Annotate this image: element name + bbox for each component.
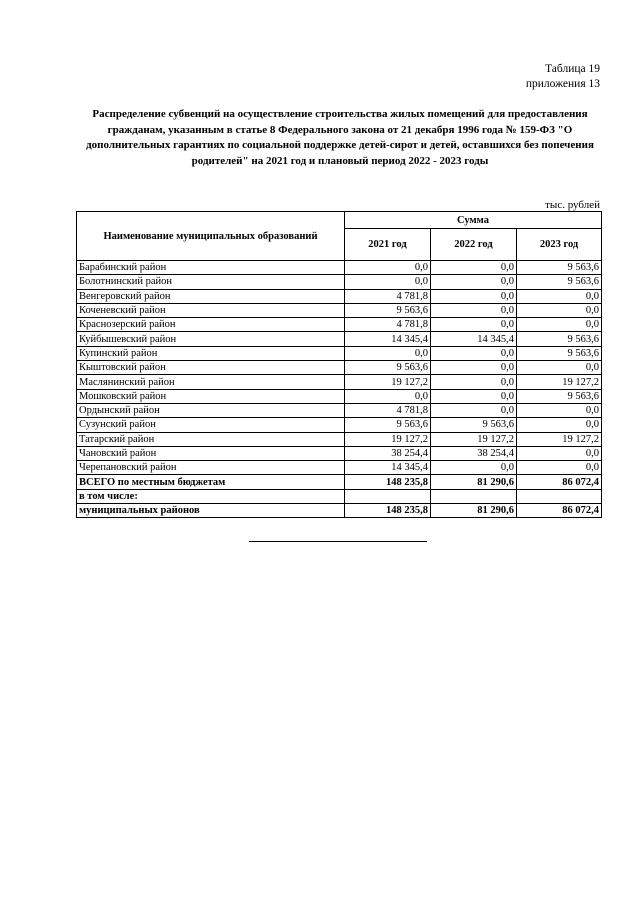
table-row [77, 361, 602, 375]
amount-cell: 0,0 [431, 318, 517, 332]
column-header-sum: Сумма [345, 212, 602, 229]
municipality-name: Татарский район [77, 432, 345, 446]
table-row [77, 289, 602, 303]
amount-cell: 4 781,8 [345, 318, 431, 332]
municipality-name: муниципальных районов [77, 504, 345, 518]
amount-cell: 38 254,4 [345, 446, 431, 460]
amount-cell: 19 127,2 [431, 432, 517, 446]
document-title: Распределение субвенций на осуществление строительства жилых помещений для предоставления гражданам, указанным в статье 8 Федерального закона от 21 декабря 1996 года № 159-ФЗ "О дополнительных гарантиях по социальной поддержке детей-сирот и детей, оставшихся без попечения родителей" на 2021 год и плановый период 2022 - 2023 годы [86, 108, 594, 167]
amount-cell: 0,0 [517, 403, 602, 417]
amount-cell: 9 563,6 [517, 261, 602, 275]
separator-line [249, 541, 427, 542]
amount-cell: 0,0 [431, 461, 517, 475]
amount-cell: 81 290,6 [431, 475, 517, 489]
table-row [77, 418, 602, 432]
empty-cell [517, 489, 602, 503]
amount-cell: 0,0 [517, 418, 602, 432]
municipality-name: Болотнинский район [77, 275, 345, 289]
amount-cell: 86 072,4 [517, 504, 602, 518]
amount-cell: 14 345,4 [431, 332, 517, 346]
appendix-number: приложения 13 [525, 78, 600, 90]
amount-cell: 0,0 [517, 318, 602, 332]
amount-cell: 14 345,4 [345, 332, 431, 346]
units-label: тыс. рублей [545, 199, 600, 211]
amount-cell: 0,0 [431, 389, 517, 403]
amount-cell: 0,0 [431, 375, 517, 389]
subvention-table [76, 211, 602, 518]
amount-cell: 4 781,8 [345, 403, 431, 417]
amount-cell: 9 563,6 [345, 361, 431, 375]
amount-cell: 4 781,8 [345, 289, 431, 303]
amount-cell: 0,0 [431, 346, 517, 360]
amount-cell: 0,0 [517, 303, 602, 317]
table-row [77, 332, 602, 346]
municipality-name: Кыштовский район [77, 361, 345, 375]
amount-cell: 9 563,6 [431, 418, 517, 432]
table-row [77, 461, 602, 475]
amount-cell: 9 563,6 [517, 389, 602, 403]
table-row [77, 475, 602, 489]
municipality-name: Ордынский район [77, 403, 345, 417]
amount-cell: 148 235,8 [345, 475, 431, 489]
column-header-name: Наименование муниципальных образований [77, 212, 345, 261]
table-row [77, 261, 602, 275]
amount-cell: 0,0 [345, 261, 431, 275]
table-row [77, 403, 602, 417]
empty-cell [431, 489, 517, 503]
amount-cell: 0,0 [431, 261, 517, 275]
table-row [77, 446, 602, 460]
municipality-name: ВСЕГО по местным бюджетам [77, 475, 345, 489]
amount-cell: 0,0 [431, 275, 517, 289]
table-row [77, 346, 602, 360]
municipality-name: Барабинский район [77, 261, 345, 275]
municipality-name: Краснозерский район [77, 318, 345, 332]
municipality-name: Куйбышевский район [77, 332, 345, 346]
amount-cell: 0,0 [517, 289, 602, 303]
column-header-year: 2023 год [517, 229, 602, 261]
including-label: в том числе: [77, 489, 345, 503]
municipality-name: Мошковский район [77, 389, 345, 403]
amount-cell: 0,0 [345, 275, 431, 289]
amount-cell: 0,0 [345, 346, 431, 360]
table-row [77, 389, 602, 403]
amount-cell: 19 127,2 [345, 375, 431, 389]
table-row [77, 275, 602, 289]
amount-cell: 148 235,8 [345, 504, 431, 518]
table-row [77, 504, 602, 518]
empty-cell [345, 489, 431, 503]
amount-cell: 0,0 [517, 461, 602, 475]
table-reference [526, 62, 600, 92]
table-row [77, 318, 602, 332]
amount-cell: 19 127,2 [517, 375, 602, 389]
municipality-name: Венгеровский район [77, 289, 345, 303]
municipality-name: Купинский район [77, 346, 345, 360]
column-header-year: 2021 год [345, 229, 431, 261]
amount-cell: 0,0 [431, 303, 517, 317]
table-number: Таблица 19 [545, 63, 600, 75]
amount-cell: 9 563,6 [345, 418, 431, 432]
municipality-name: Коченевский район [77, 303, 345, 317]
amount-cell: 14 345,4 [345, 461, 431, 475]
amount-cell: 0,0 [517, 361, 602, 375]
amount-cell: 9 563,6 [517, 346, 602, 360]
column-header-year: 2022 год [431, 229, 517, 261]
municipality-name: Черепановский район [77, 461, 345, 475]
amount-cell: 9 563,6 [345, 303, 431, 317]
amount-cell: 0,0 [345, 389, 431, 403]
amount-cell: 0,0 [431, 403, 517, 417]
table-row [77, 489, 602, 503]
municipality-name: Чановский район [77, 446, 345, 460]
municipality-name: Сузунский район [77, 418, 345, 432]
table-row [77, 432, 602, 446]
amount-cell: 19 127,2 [345, 432, 431, 446]
amount-cell: 9 563,6 [517, 332, 602, 346]
amount-cell: 0,0 [517, 446, 602, 460]
amount-cell: 0,0 [431, 361, 517, 375]
amount-cell: 38 254,4 [431, 446, 517, 460]
table-row [77, 303, 602, 317]
amount-cell: 19 127,2 [517, 432, 602, 446]
table-row [77, 375, 602, 389]
municipality-name: Маслянинский район [77, 375, 345, 389]
amount-cell: 81 290,6 [431, 504, 517, 518]
amount-cell: 0,0 [431, 289, 517, 303]
amount-cell: 86 072,4 [517, 475, 602, 489]
amount-cell: 9 563,6 [517, 275, 602, 289]
